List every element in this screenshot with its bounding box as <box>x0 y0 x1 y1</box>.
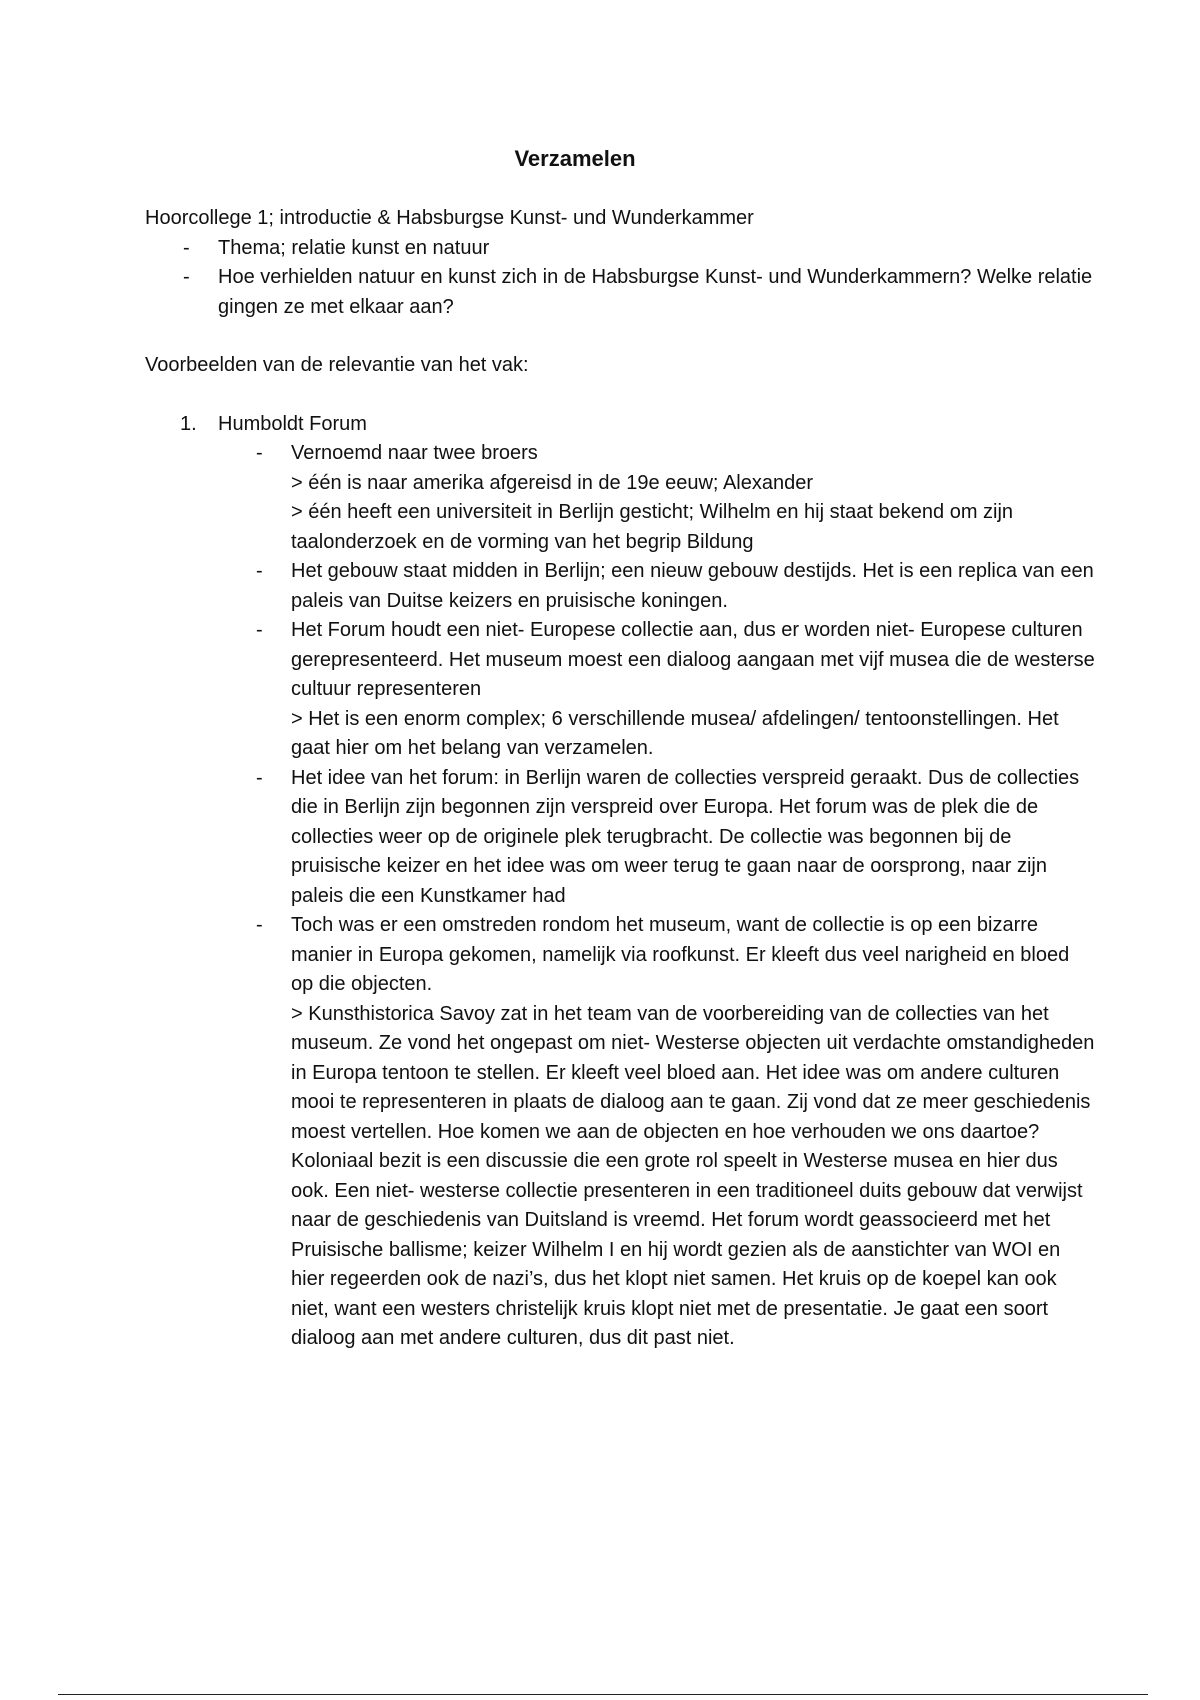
sub-bullet-line: - Het idee van het forum: in Berlijn waren de collecties verspreid geraakt. Dus de collecties die in Berlijn zijn begonnen zijn verspreid over Europa. Het forum was de plek die de collecties weer op de originele plek terugbracht. De collectie was begonnen bij de pruisische keizer en het idee was om weer terug te gaan naar de oorsprong, naar zijn paleis die een Kunstkamer had <box>291 766 1080 907</box>
sub-bullet-line: - Vernoemd naar twee broers <box>291 442 538 464</box>
sub-bullet <box>218 439 1095 557</box>
sub-bullet-line: - Toch was er een omstreden rondom het museum, want de collectie is op een bizarre manier in Europa gekomen, namelijk via roofkunst. Er kleeft dus veel narigheid en bloed op die objecten. <box>291 914 1070 995</box>
numbered-list <box>145 410 1095 1354</box>
sub-bullet <box>218 764 1095 912</box>
sub-bullet-line: - Het Forum houdt een niet- Europese collectie aan, dus er worden niet- Europese culturen gerepresenteerd. Het museum moest een dialoog aangaan met vijf musea die de westerse cultuur representeren <box>291 619 1095 700</box>
sub-bullet-line: > één is naar amerika afgereisd in de 19e eeuw; Alexander <box>291 471 814 494</box>
intro-bullet: - Thema; relatie kunst en natuur <box>145 234 1095 264</box>
sub-bullet-list <box>218 439 1095 1354</box>
examples-heading: Voorbeelden van de relevantie van het vak: <box>145 354 529 376</box>
intro-bullet: - Hoe verhielden natuur en kunst zich in de Habsburgse Kunst- und Wunderkammern? Welke relatie gingen ze met elkaar aan? <box>145 263 1095 322</box>
document-body <box>145 204 1095 1354</box>
page-title: Verzamelen <box>514 146 636 171</box>
intro-bullet-list <box>145 234 1095 323</box>
footer-divider <box>58 1694 1148 1695</box>
sub-bullet-line: > Het is een enorm complex; 6 verschillende musea/ afdelingen/ tentoonstellingen. Het gaat hier om het belang van verzamelen. <box>291 707 1059 759</box>
sub-bullet <box>218 911 1095 1354</box>
lecture-heading: Hoorcollege 1; introductie & Habsburgse Kunst- und Wunderkammer <box>145 207 754 229</box>
sub-bullet-line: > één heeft een universiteit in Berlijn gesticht; Wilhelm en hij staat bekend om zijn taalonderzoek en de vorming van het begrip Bildung <box>291 501 1014 553</box>
sub-bullet <box>218 616 1095 764</box>
numbered-item <box>145 410 1095 1354</box>
numbered-item-label: Humboldt Forum <box>218 412 367 435</box>
sub-bullet-line: - Het gebouw staat midden in Berlijn; een nieuw gebouw destijds. Het is een replica van een paleis van Duitse keizers en pruisische koningen. <box>291 560 1094 612</box>
sub-bullet-line: > Kunsthistorica Savoy zat in het team van de voorbereiding van de collecties van het museum. Ze vond het ongepast om niet- Westerse objecten uit verdachte omstandigheden in Europa tentoon te stellen. Er kleeft veel bloed aan. Het idee was om andere culturen mooi te representeren in plaats de dialoog aan te gaan. Zij vond dat ze meer geschiedenis moest vertellen. Hoe komen we aan de objecten en hoe verhouden we ons daartoe? Koloniaal bezit is een discussie die een grote rol speelt in Westerse musea en hier dus ook. Een niet- westerse collectie presenteren in een traditioneel duits gebouw dat verwijst naar de geschiedenis van Duitsland is vreemd. Het forum wordt geassocieerd met het Pruisische ballisme; keizer Wilhelm I en hij wordt gezien als de aanstichter van WOI en hier regeerden ook de nazi’s, dus het klopt niet samen. Het kruis op de koepel kan ook niet, want een westers christelijk kruis klopt niet met de presentatie. Je gaat een soort dialoog aan met andere culturen, dus dit past niet. <box>291 1002 1095 1349</box>
list-number: 1. <box>180 412 197 435</box>
sub-bullet <box>218 557 1095 616</box>
